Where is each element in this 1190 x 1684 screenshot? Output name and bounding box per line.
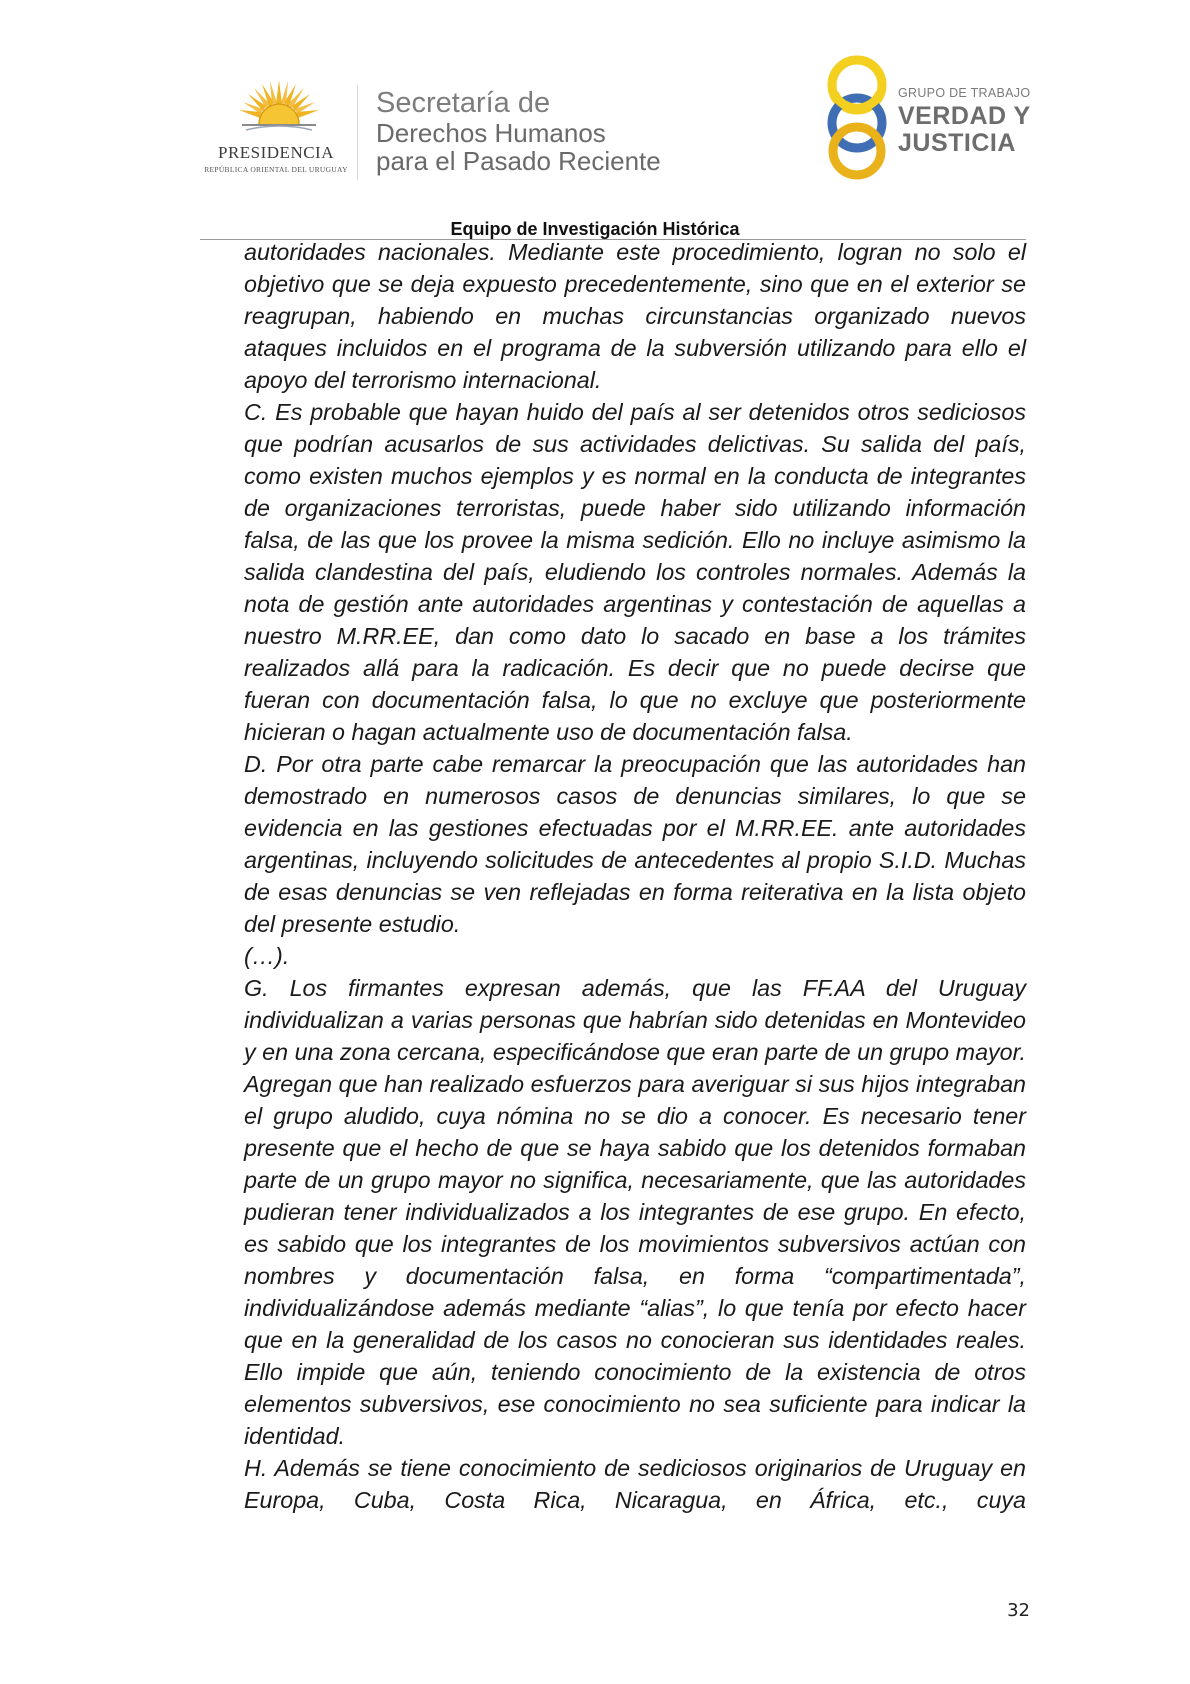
- secretaria-line-3: para el Pasado Reciente: [376, 146, 661, 177]
- presidencia-logo: [196, 78, 356, 178]
- paragraph-continuation: autoridades nacionales. Mediante este procedimiento, logran no solo el objetivo que se deja expuesto precedentemente, sino que en el exterior se reagrupan, habiendo en muchas circunstancias organizado nuevos ataques incluidos en el programa de la subversión utilizando para ello el apoyo del terrorismo internacional.: [244, 239, 1026, 393]
- paragraph-h: H. Además se tiene conocimiento de sediciosos originarios de Uruguay en Europa, Cuba, Costa Rica, Nicaragua, en África, etc., cuya: [244, 1455, 1026, 1513]
- paragraph-ellipsis: (…).: [244, 943, 290, 969]
- document-body: [244, 236, 1026, 1516]
- secretaria-line-2: Derechos Humanos: [376, 118, 606, 149]
- paragraph-g: G. Los firmantes expresan además, que las FF.AA del Uruguay individualizan a varias personas que habrían sido detenidas en Montevideo y en una zona cercana, especificándose que eran parte de un grupo mayor. Agregan que han realizado esfuerzos para averiguar si sus hijos integraban el grupo aludido, cuya nómina no se dio a conocer. Es necesario tener presente que el hecho de que se haya sabido que los detenidos formaban parte de un grupo mayor no significa, necesariamente, que las autoridades pudieran tener individualizados a los integrantes de ese grupo. En efecto, es sabido que los integrantes de los movimientos subversivos actúan con nombres y documentación falsa, en forma “compartimentada”, individualizándose además mediante “alias”, lo que tenía por efecto hacer que en la generalidad de los casos no conocieran sus identidades reales. Ello impide que aún, teniendo conocimiento de la existencia de otros elementos subversivos, ese conocimiento no sea suficiente para indicar la identidad.: [244, 975, 1026, 1449]
- interlocking-rings-icon: [822, 55, 892, 180]
- verdad-justicia-logo: [822, 55, 1042, 180]
- secretaria-line-1: Secretaría de: [376, 87, 551, 119]
- verdad-justicia-text: [898, 87, 1031, 158]
- page-number: 32: [1007, 1600, 1030, 1621]
- logo-divider: [357, 85, 358, 180]
- team-title: Equipo de Investigación Histórica: [450, 219, 740, 239]
- presidencia-subtitle: REPÚBLICA ORIENTAL DEL URUGUAY: [204, 165, 348, 174]
- presidencia-name: PRESIDENCIA: [217, 143, 334, 162]
- sun-of-may-icon: [234, 78, 324, 150]
- justicia-label: JUSTICIA: [898, 128, 1016, 157]
- paragraph-c: C. Es probable que hayan huido del país al ser detenidos otros sediciosos que podrían acusarlos de sus actividades delictivas. Su salida del país, como existen muchos ejemplos y es normal en la conducta de integrantes de organizaciones terroristas, puede haber sido utilizando información falsa, de las que los provee la misma sedición. Ello no incluye asimismo la salida clandestina del país, eludiendo los controles normales. Además la nota de gestión ante autoridades argentinas y contestación de aquellas a nuestro M.RR.EE, dan como dato lo sacado en base a los trámites realizados allá para la radicación. Es decir que no puede decirse que fueran con documentación falsa, lo que no excluye que posteriormente hicieran o hagan actualmente uso de documentación falsa.: [244, 399, 1026, 745]
- paragraph-d: D. Por otra parte cabe remarcar la preocupación que las autoridades han demostrado en numerosos casos de denuncias similares, lo que se evidencia en las gestiones efectuadas por el M.RR.EE. ante autoridades argentinas, incluyendo solicitudes de antecedentes al propio S.I.D. Muchas de esas denuncias se ven reflejadas en forma reiterativa en la lista objeto del presente estudio.: [244, 751, 1026, 937]
- secretaria-logo-text: [376, 88, 661, 175]
- page-header: [0, 0, 1190, 240]
- grupo-de-trabajo-label: GRUPO DE TRABAJO: [898, 86, 1031, 100]
- verdad-y-label: VERDAD Y: [898, 101, 1031, 130]
